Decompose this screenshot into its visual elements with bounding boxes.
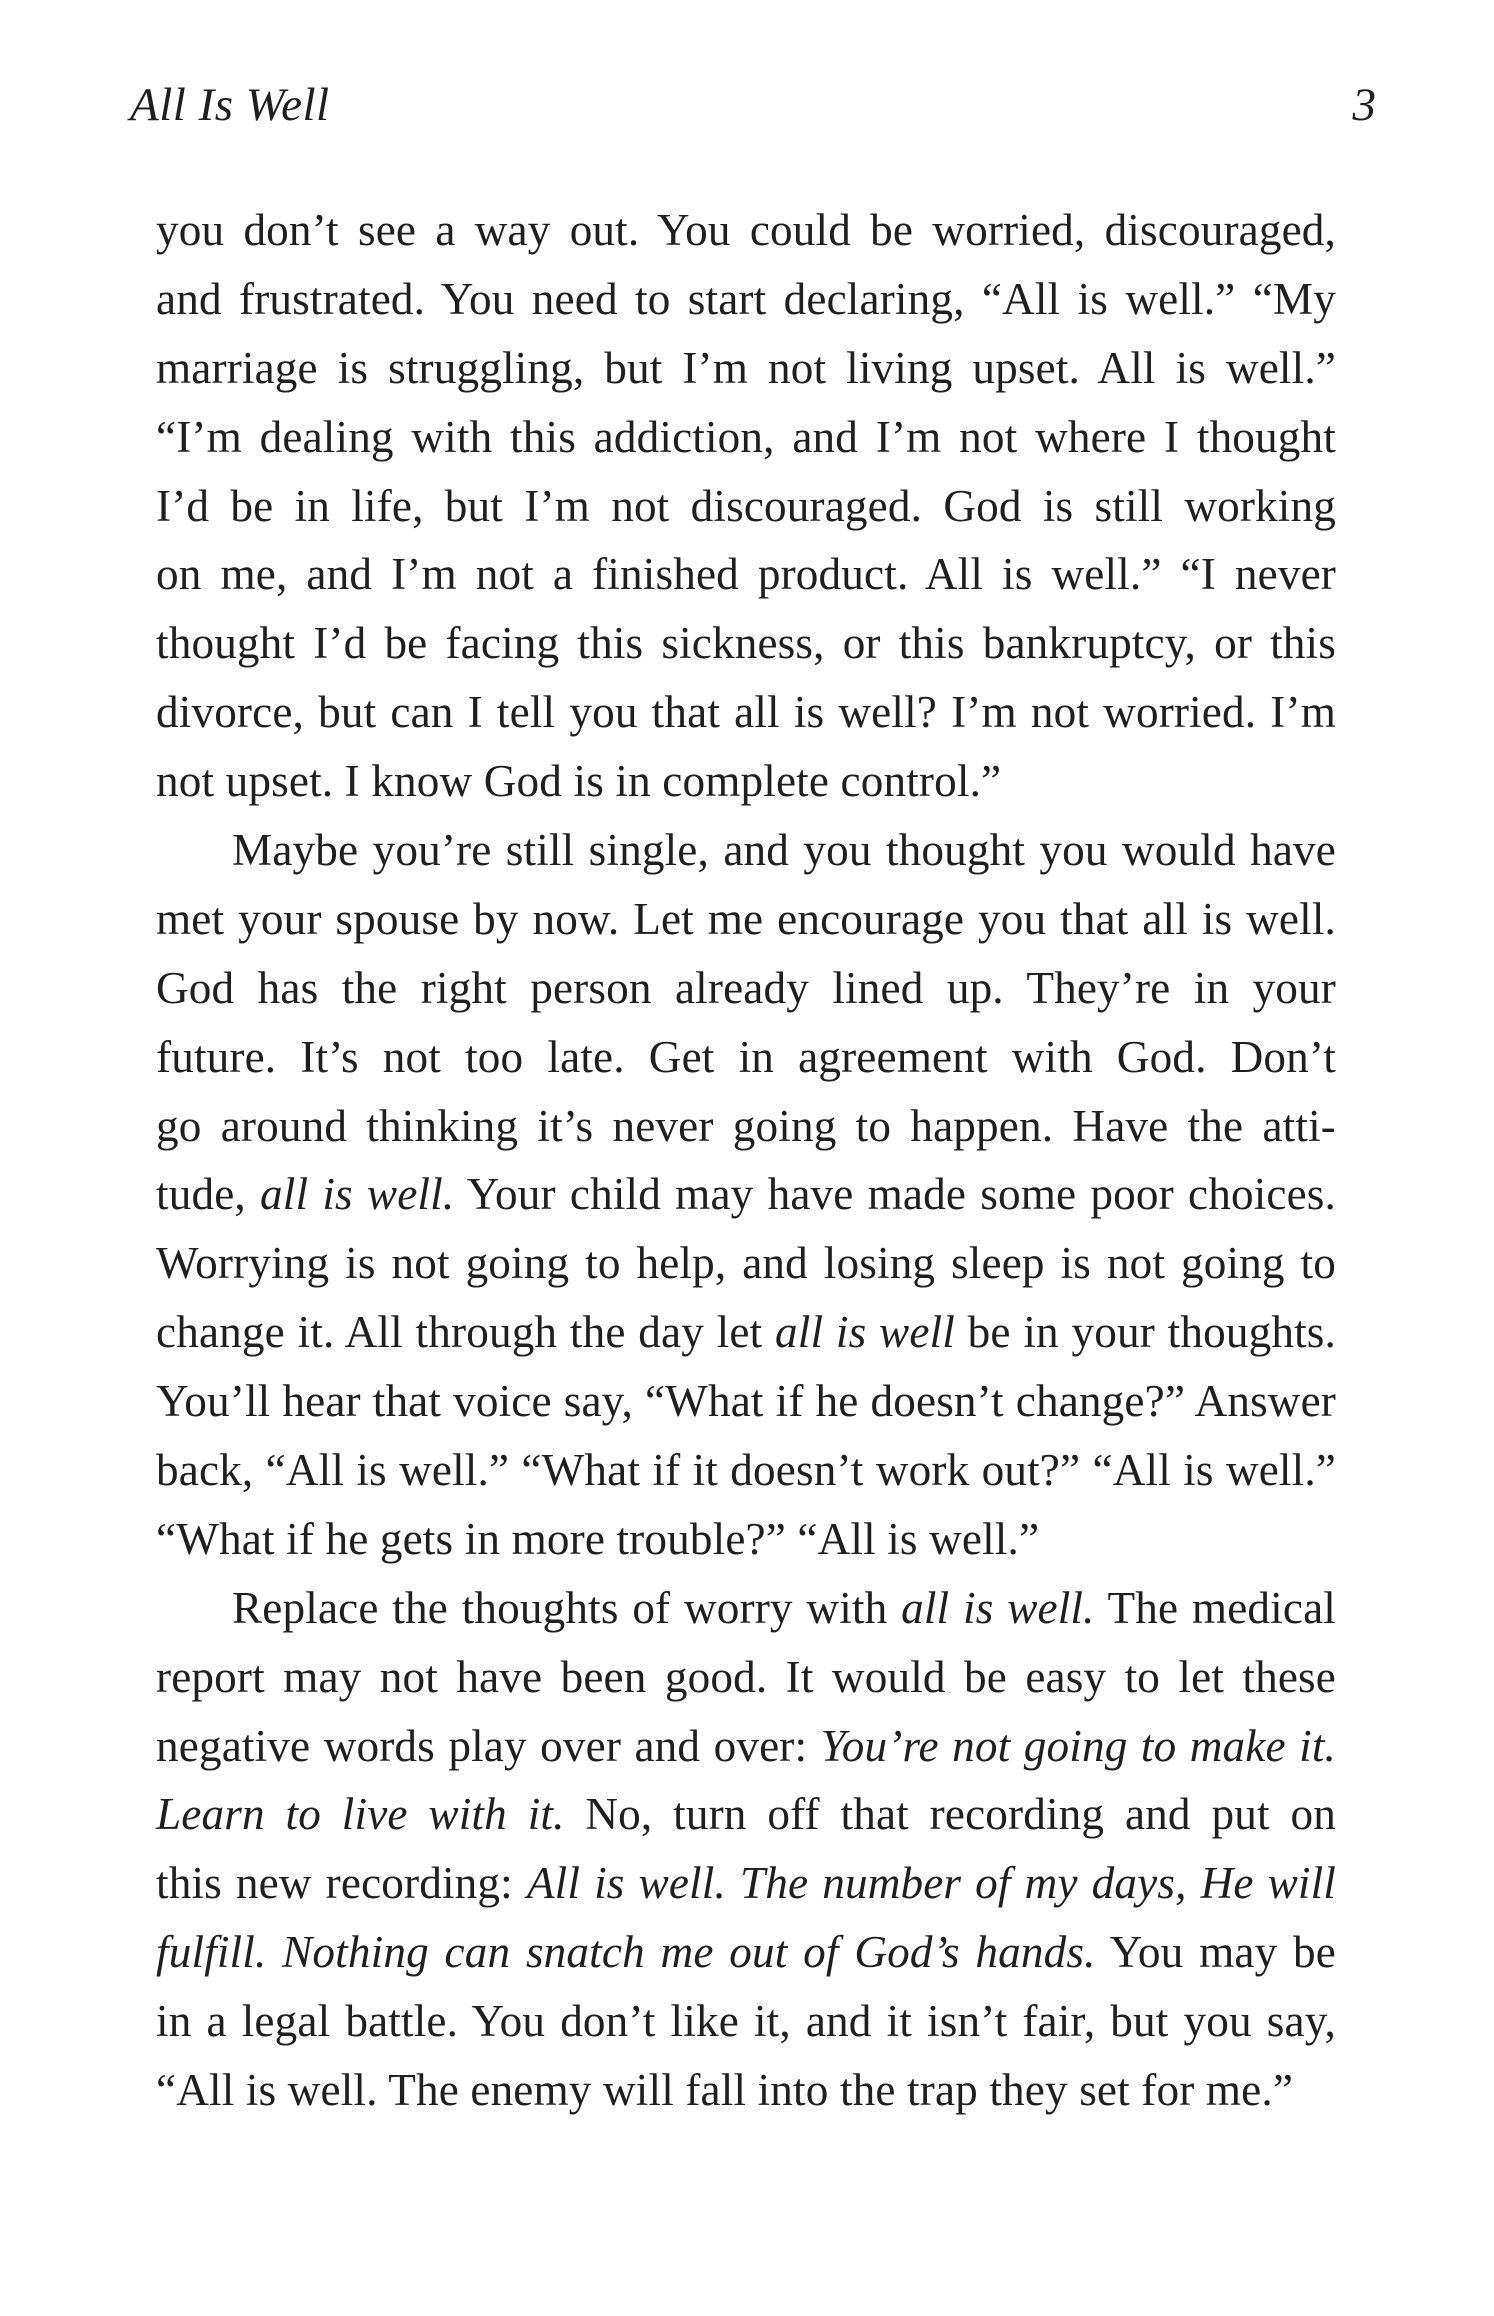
text-run: divorce, but can I tell you that all is well? I’m not worried. I’m: [156, 687, 1336, 738]
text-run: negative words play over and over:: [156, 1720, 821, 1771]
text-line: [156, 1918, 1336, 1987]
italic-run: Learn to live with it.: [156, 1789, 565, 1840]
text-run: change it. All through the day let: [156, 1307, 776, 1358]
text-line: [156, 1505, 1336, 1574]
text-run: thought I’d be facing this sickness, or this bankruptcy, or this: [156, 618, 1336, 669]
text-line: [156, 1849, 1336, 1918]
text-line: [156, 954, 1336, 1023]
text-run: go around thinking it’s never going to happen. Have the atti-: [156, 1100, 1336, 1151]
text-run: Maybe you’re still single, and you thought you would have: [232, 825, 1336, 876]
text-line: [156, 1367, 1336, 1436]
text-line: [156, 1436, 1336, 1505]
text-line: [156, 1987, 1336, 2056]
running-title: All Is Well: [130, 79, 330, 131]
text-line: [156, 678, 1336, 747]
italic-run: fulfill. Nothing can snatch me out of God’s hands.: [156, 1927, 1096, 1978]
text-run: not upset. I know God is in complete control.”: [156, 756, 1002, 807]
text-run: The medical: [1094, 1582, 1336, 1633]
text-line: [156, 403, 1336, 472]
text-run: Worrying is not going to help, and losing sleep is not going to: [156, 1238, 1336, 1289]
text-line: [156, 816, 1336, 885]
text-line: [156, 196, 1336, 265]
text-run: in a legal battle. You don’t like it, and it isn’t fair, but you say,: [156, 1996, 1336, 2047]
text-line: [156, 472, 1336, 541]
text-run: this new recording:: [156, 1858, 527, 1909]
text-line: [156, 1712, 1336, 1781]
text-line: [156, 1229, 1336, 1298]
text-line: [156, 540, 1336, 609]
text-line: [156, 747, 1336, 816]
text-run: You may be: [1095, 1927, 1336, 1978]
text-run: future. It’s not too late. Get in agreement with God. Don’t: [156, 1031, 1336, 1082]
text-run: I’d be in life, but I’m not discouraged. God is still working: [156, 480, 1336, 531]
text-run: No, turn off that recording and put on: [564, 1789, 1336, 1840]
text-run: Replace the thoughts of worry with: [232, 1582, 902, 1633]
text-line: [156, 1023, 1336, 1092]
text-line: [156, 1780, 1336, 1849]
text-line: [156, 1092, 1336, 1161]
text-run: Your child may have made some poor choices.: [454, 1169, 1336, 1220]
text-run: “All is well. The enemy will fall into the trap they set for me.”: [156, 2065, 1294, 2116]
text-run: back, “All is well.” “What if it doesn’t work out?” “All is well.”: [156, 1445, 1336, 1496]
text-line: [156, 1160, 1336, 1229]
running-head: [124, 78, 1376, 150]
text-line: [156, 334, 1336, 403]
page-number: 3: [1352, 79, 1376, 131]
text-line: [156, 2056, 1336, 2125]
text-line: [156, 265, 1336, 334]
italic-run: all is well.: [901, 1582, 1095, 1633]
text-run: report may not have been good. It would be easy to let these: [156, 1651, 1336, 1702]
text-run: “I’m dealing with this addiction, and I’m not where I thought: [156, 411, 1336, 462]
text-run: You’ll hear that voice say, “What if he doesn’t change?” Answer: [156, 1376, 1336, 1427]
body-text: [156, 196, 1336, 2125]
text-run: met your spouse by now. Let me encourage you that all is well.: [156, 893, 1336, 944]
text-run: marriage is struggling, but I’m not living upset. All is well.”: [156, 342, 1336, 393]
text-run: on me, and I’m not a finished product. All is well.” “I never: [156, 549, 1336, 600]
text-line: [156, 609, 1336, 678]
italic-run: You’re not going to make it.: [820, 1720, 1336, 1771]
text-run: you don’t see a way out. You could be worried, discouraged,: [156, 205, 1336, 255]
text-line: [156, 1298, 1336, 1367]
text-line: [156, 1643, 1336, 1712]
text-run: be in your thoughts.: [954, 1307, 1336, 1358]
text-run: tude,: [156, 1169, 261, 1220]
text-line: [156, 885, 1336, 954]
italic-run: all is well.: [260, 1169, 455, 1220]
text-run: and frustrated. You need to start declaring, “All is well.” “My: [156, 273, 1336, 324]
italic-run: all is well: [775, 1307, 955, 1358]
text-line: [156, 1574, 1336, 1643]
italic-run: All is well. The number of my days, He will: [526, 1858, 1337, 1909]
text-run: “What if he gets in more trouble?” “All is well.”: [156, 1513, 1040, 1564]
text-run: God has the right person already lined up. They’re in your: [156, 962, 1336, 1013]
